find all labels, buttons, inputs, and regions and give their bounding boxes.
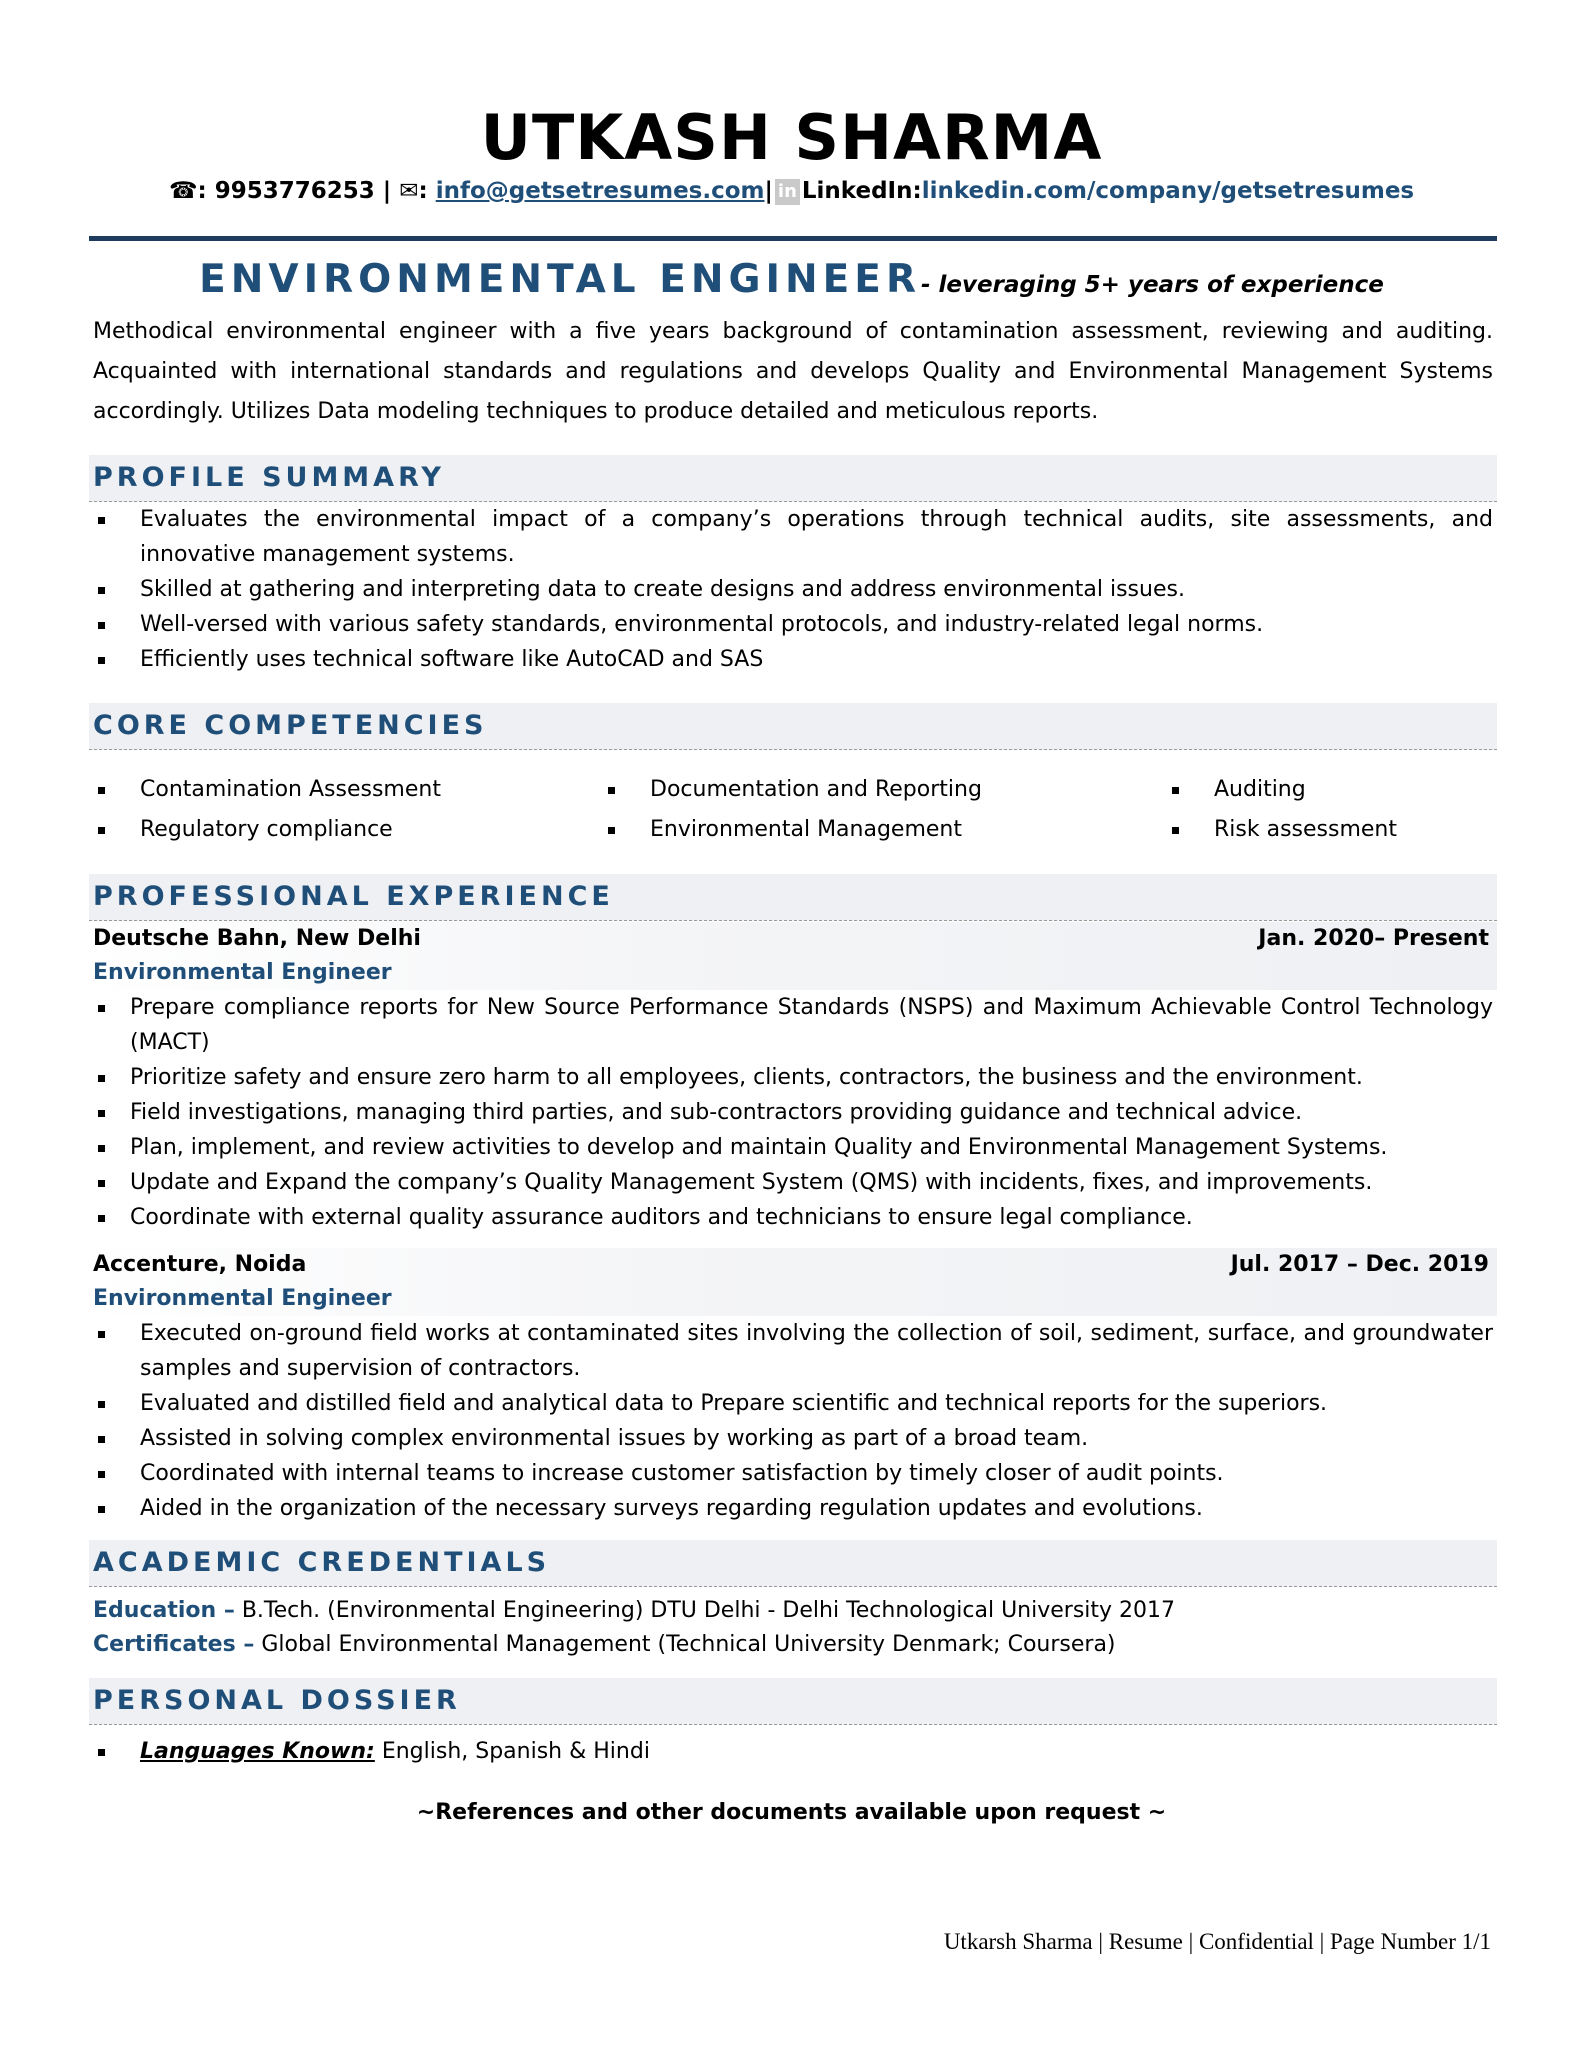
competencies-grid (93, 770, 1493, 860)
competency-column (93, 770, 441, 850)
references-note: ~References and other documents available upon request ~ (416, 1800, 1167, 1825)
list-item: Update and Expand the company’s Quality Management System (QMS) with incidents, fixes, and improvements. (93, 1165, 1493, 1200)
headline (0, 254, 1583, 313)
section-title: PERSONAL DOSSIER (93, 1685, 461, 1716)
section-title: CORE COMPETENCIES (93, 710, 488, 741)
competency-item: Environmental Management (603, 810, 982, 850)
list-item: Field investigations, managing third parties, and sub-contractors providing guidance and technical advice. (93, 1095, 1493, 1130)
list-item: Evaluates the environmental impact of a company’s operations through technical audits, site assessments, and innovative management systems. (93, 502, 1493, 572)
list-item: Plan, implement, and review activities to develop and maintain Quality and Environmental Management Systems. (93, 1130, 1493, 1165)
list-item: Coordinated with internal teams to increase customer satisfaction by timely closer of audit points. (93, 1456, 1493, 1491)
candidate-name: UTKASH SHARMA (480, 101, 1103, 174)
job-title: Environmental Engineer (93, 1286, 392, 1311)
phone-icon: ☎ (168, 178, 198, 204)
list-item (93, 1734, 1493, 1769)
competency-item: Auditing (1167, 770, 1397, 810)
phone-number: : 9953776253 | (197, 178, 392, 204)
contact-separator: | (764, 178, 773, 204)
competency-column (1167, 770, 1397, 850)
section-title: PROFILE SUMMARY (93, 462, 445, 493)
email-link[interactable]: info@getsetresumes.com (435, 178, 765, 204)
list-item: Prioritize safety and ensure zero harm to all employees, clients, contractors, the business and the environment. (93, 1060, 1493, 1095)
list-item: Assisted in solving complex environmental issues by working as part of a broad team. (93, 1421, 1493, 1456)
languages-value: English, Spanish & Hindi (374, 1739, 650, 1764)
role-title: ENVIRONMENTAL ENGINEER (199, 257, 921, 302)
profile-summary-list (93, 502, 1493, 677)
linkedin-label: LinkedIn: (801, 178, 922, 204)
section-academic-credentials (89, 1540, 1497, 1587)
linkedin-icon: in (775, 179, 800, 205)
contact-line (0, 175, 1583, 207)
certificates-line (93, 1628, 1493, 1662)
email-prefix: : (418, 178, 428, 204)
list-item: Skilled at gathering and interpreting data to create designs and address environmental issues. (93, 572, 1493, 607)
linkedin-link[interactable]: linkedin.com/company/getsetresumes (921, 178, 1415, 204)
section-profile-summary (89, 455, 1497, 502)
header-divider (89, 236, 1497, 241)
job-title: Environmental Engineer (93, 960, 392, 985)
list-item: Efficiently uses technical software like AutoCAD and SAS (93, 642, 1493, 677)
list-item: Evaluated and distilled field and analytical data to Prepare scientific and technical reports for the superiors. (93, 1386, 1493, 1421)
personal-list (93, 1734, 1493, 1769)
list-item: Coordinate with external quality assurance auditors and technicians to ensure legal compliance. (93, 1200, 1493, 1235)
page-footer: Utkarsh Sharma | Resume | Confidential | Page Number 1/1 (943, 1929, 1491, 1954)
job-dates: Jul. 2017 – Dec. 2019 (1230, 1252, 1489, 1277)
competency-item: Contamination Assessment (93, 770, 441, 810)
section-title: PROFESSIONAL EXPERIENCE (93, 881, 614, 912)
competency-item: Regulatory compliance (93, 810, 441, 850)
certificates-label: Certificates – (93, 1632, 255, 1657)
summary-paragraph: Methodical environmental engineer with a five years background of contamination assessment, reviewing and auditing. Acquainted with international standards and regulations and develops Quality and Environmental Management Systems accordingly. Utilizes Data modeling techniques to produce detailed and meticulous reports. (93, 319, 1493, 424)
competency-item: Risk assessment (1167, 810, 1397, 850)
job-company: Deutsche Bahn, New Delhi (93, 926, 421, 951)
job-duties-list (93, 1316, 1493, 1526)
competency-item: Documentation and Reporting (603, 770, 982, 810)
mail-icon: ✉ (399, 178, 419, 204)
job-company: Accenture, Noida (93, 1252, 307, 1277)
languages-label: Languages Known: (140, 1739, 375, 1764)
section-personal-dossier (89, 1678, 1497, 1725)
job-duties-list (93, 990, 1493, 1235)
section-core-competencies (89, 703, 1497, 750)
section-title: ACADEMIC CREDENTIALS (93, 1547, 551, 1578)
job-dates: Jan. 2020– Present (1258, 926, 1489, 951)
job-header (89, 922, 1497, 990)
role-tagline: - leveraging 5+ years of experience (920, 272, 1384, 298)
list-item: Well-versed with various safety standards, environmental protocols, and industry-related legal norms. (93, 607, 1493, 642)
education-label: Education – (93, 1598, 235, 1623)
competency-column (603, 770, 982, 850)
education-line (93, 1594, 1493, 1628)
certificates-value: Global Environmental Management (Technical University Denmark; Coursera) (254, 1632, 1116, 1657)
section-professional-experience (89, 874, 1497, 921)
list-item: Prepare compliance reports for New Source Performance Standards (NSPS) and Maximum Achievable Control Technology (MACT) (93, 990, 1493, 1060)
list-item: Aided in the organization of the necessary surveys regarding regulation updates and evolutions. (93, 1491, 1493, 1526)
job-header (89, 1248, 1497, 1316)
list-item: Executed on-ground field works at contaminated sites involving the collection of soil, sediment, surface, and groundwater samples and supervision of contractors. (93, 1316, 1493, 1386)
education-value: B.Tech. (Environmental Engineering) DTU Delhi - Delhi Technological University 2017 (234, 1598, 1176, 1623)
